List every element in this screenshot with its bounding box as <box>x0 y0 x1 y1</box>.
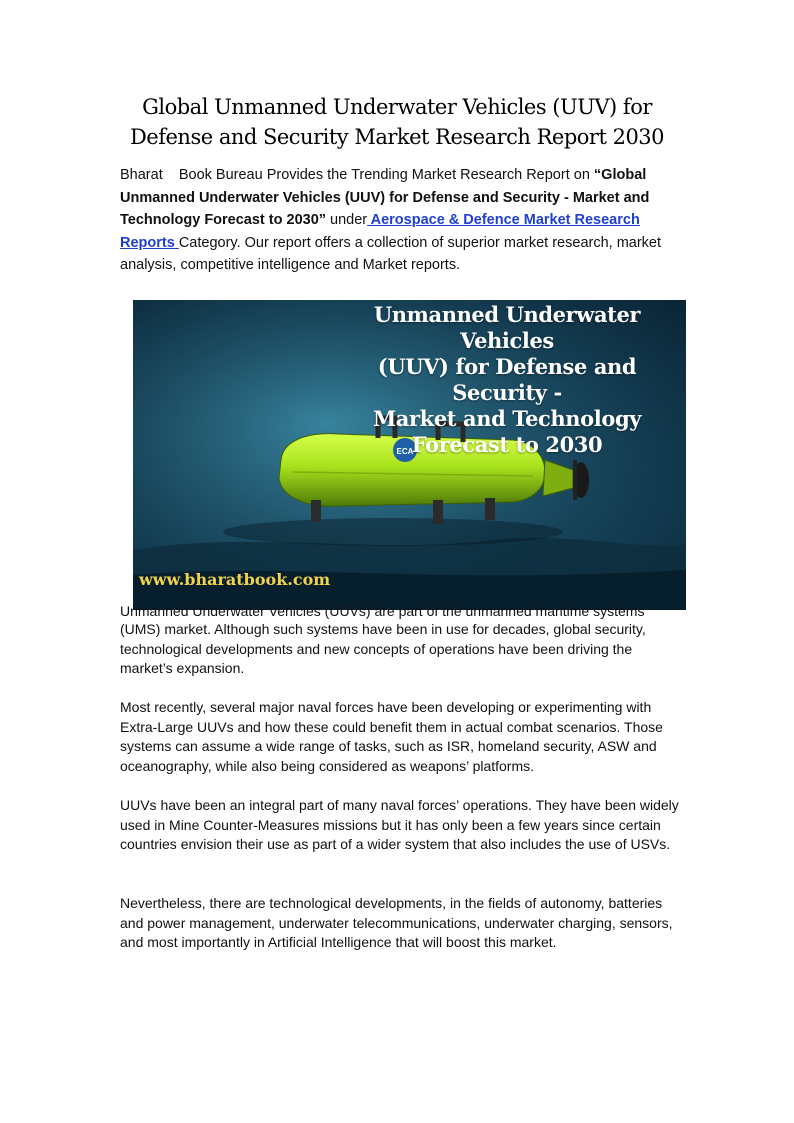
intro-paragraph <box>120 164 680 277</box>
hero-heading-line-3: Market and Technology <box>372 406 642 431</box>
paragraph-1: (UMS) market. Although such systems have been in use for decades, global security, technological developments and new concepts of operations have been driving the market’s expansion. <box>120 621 646 676</box>
hero-image <box>133 300 686 610</box>
title-line-1: Global Unmanned Underwater Vehicles (UUV) for <box>142 95 652 119</box>
hero-heading <box>328 302 686 458</box>
intro-tail: Category. Our report offers a collection of superior market research, market analysis, competitive intelligence and Market reports. <box>120 234 662 273</box>
paragraph-4: Nevertheless, there are technological developments, in the fields of autonomy, batteries and power management, underwater telecommunications, underwater charging, sensors, and most importantly in Artificial Intelligence that will boost this market. <box>120 895 673 950</box>
intro-lead: Bharat Book Bureau Provides the Trending Market Research Report on <box>120 167 594 183</box>
intro-under: under <box>326 212 368 228</box>
vehicle-badge: ECA <box>396 447 414 456</box>
category-link[interactable]: Aerospace & Defence Market Research Reports <box>120 212 640 251</box>
title-line-2: Defense and Security Market Research Report 2030 <box>129 125 665 149</box>
paragraph-3: UUVs have been an integral part of many naval forces’ operations. They have been widely used in Mine Counter-Measures missions but it has only been a few years since certain countries envision their use as part of a wider system that also includes the use of USVs. <box>120 797 679 852</box>
document-title <box>120 92 674 152</box>
paragraph-1-first-line <box>120 600 680 622</box>
hero-heading-line-4: Forecast to 2030 <box>411 432 603 457</box>
hero-url: www.bharatbook.com <box>139 570 331 589</box>
hero-heading-line-1: Unmanned Underwater Vehicles <box>373 302 641 353</box>
paragraph-1-cut-text: Unmanned Underwater Vehicles (UUVs) are part of the unmanned maritime systems <box>120 603 645 619</box>
hero-heading-line-2: (UUV) for Defense and Security - <box>377 354 637 405</box>
report-name: “Global Unmanned Underwater Vehicles (UUV) for Defense and Security - Market and Technology Forecast to 2030” <box>120 167 650 228</box>
paragraph-2: Most recently, several major naval forces have been developing or experimenting with Extra-Large UUVs and how these could benefit them in actual combat scenarios. Those systems can assume a wide range of tasks, such as ISR, homeland security, ASW and oceanography, while also being considered as weapons’ platforms. <box>120 699 663 774</box>
